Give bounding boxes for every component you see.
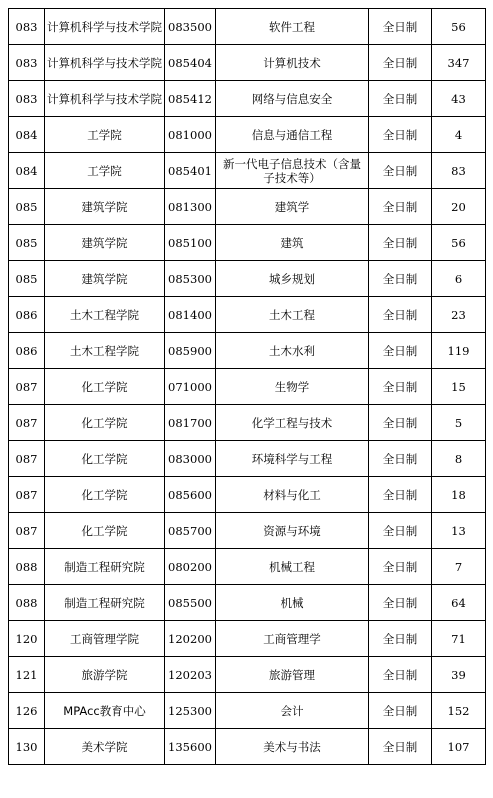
major-name-cell: 计算机技术	[216, 45, 369, 81]
school-code-cell: 086	[9, 333, 45, 369]
major-code-cell: 085500	[165, 585, 216, 621]
table-row	[9, 153, 486, 189]
enrollment-count-cell: 56	[432, 9, 486, 45]
enrollment-count-cell: 6	[432, 261, 486, 297]
study-mode-cell: 全日制	[369, 225, 432, 261]
major-name-cell: 土木工程	[216, 297, 369, 333]
study-mode-cell: 全日制	[369, 189, 432, 225]
school-name-cell: 建筑学院	[45, 225, 165, 261]
major-code-cell: 081700	[165, 405, 216, 441]
school-name-cell: 化工学院	[45, 405, 165, 441]
school-code-cell: 088	[9, 585, 45, 621]
table-row	[9, 441, 486, 477]
table-row	[9, 297, 486, 333]
table-row	[9, 189, 486, 225]
school-code-cell: 126	[9, 693, 45, 729]
school-code-cell: 083	[9, 81, 45, 117]
table-row	[9, 621, 486, 657]
study-mode-cell: 全日制	[369, 549, 432, 585]
major-code-cell: 085300	[165, 261, 216, 297]
enrollment-count-cell: 64	[432, 585, 486, 621]
major-name-cell: 资源与环境	[216, 513, 369, 549]
school-code-cell: 084	[9, 153, 45, 189]
major-code-cell: 085600	[165, 477, 216, 513]
study-mode-cell: 全日制	[369, 369, 432, 405]
enrollment-count-cell: 39	[432, 657, 486, 693]
study-mode-cell: 全日制	[369, 585, 432, 621]
table-row	[9, 117, 486, 153]
school-code-cell: 085	[9, 261, 45, 297]
school-name-cell: 工学院	[45, 153, 165, 189]
school-code-cell: 087	[9, 477, 45, 513]
enrollment-count-cell: 20	[432, 189, 486, 225]
major-code-cell: 071000	[165, 369, 216, 405]
table-row	[9, 729, 486, 765]
enrollment-count-cell: 107	[432, 729, 486, 765]
major-name-cell: 会计	[216, 693, 369, 729]
table-row	[9, 477, 486, 513]
school-name-cell: 计算机科学与技术学院	[45, 81, 165, 117]
school-code-cell: 085	[9, 225, 45, 261]
major-code-cell: 085401	[165, 153, 216, 189]
major-code-cell: 085900	[165, 333, 216, 369]
study-mode-cell: 全日制	[369, 45, 432, 81]
enrollment-count-cell: 5	[432, 405, 486, 441]
major-code-cell: 085404	[165, 45, 216, 81]
school-name-cell: 工商管理学院	[45, 621, 165, 657]
study-mode-cell: 全日制	[369, 405, 432, 441]
major-code-cell: 135600	[165, 729, 216, 765]
table-row	[9, 45, 486, 81]
major-code-cell: 081300	[165, 189, 216, 225]
major-code-cell: 120200	[165, 621, 216, 657]
major-code-cell: 083500	[165, 9, 216, 45]
major-code-cell: 085412	[165, 81, 216, 117]
enrollment-count-cell: 83	[432, 153, 486, 189]
admissions-table	[8, 8, 486, 765]
school-code-cell: 086	[9, 297, 45, 333]
major-name-cell: 城乡规划	[216, 261, 369, 297]
school-name-cell: 制造工程研究院	[45, 549, 165, 585]
major-name-cell: 化学工程与技术	[216, 405, 369, 441]
major-name-cell: 机械	[216, 585, 369, 621]
enrollment-count-cell: 71	[432, 621, 486, 657]
school-name-cell: 化工学院	[45, 369, 165, 405]
major-name-cell: 新一代电子信息技术（含量子技术等）	[216, 153, 369, 189]
study-mode-cell: 全日制	[369, 117, 432, 153]
school-name-cell: 美术学院	[45, 729, 165, 765]
study-mode-cell: 全日制	[369, 9, 432, 45]
school-code-cell: 085	[9, 189, 45, 225]
study-mode-cell: 全日制	[369, 297, 432, 333]
school-name-cell: 制造工程研究院	[45, 585, 165, 621]
study-mode-cell: 全日制	[369, 441, 432, 477]
enrollment-count-cell: 347	[432, 45, 486, 81]
enrollment-count-cell: 4	[432, 117, 486, 153]
school-name-cell: 计算机科学与技术学院	[45, 45, 165, 81]
school-code-cell: 087	[9, 369, 45, 405]
enrollment-count-cell: 7	[432, 549, 486, 585]
school-name-cell: 建筑学院	[45, 261, 165, 297]
table-row	[9, 333, 486, 369]
table-row	[9, 657, 486, 693]
table-row	[9, 585, 486, 621]
major-name-cell: 工商管理学	[216, 621, 369, 657]
major-code-cell: 085700	[165, 513, 216, 549]
enrollment-count-cell: 13	[432, 513, 486, 549]
enrollment-count-cell: 8	[432, 441, 486, 477]
major-code-cell: 083000	[165, 441, 216, 477]
enrollment-count-cell: 43	[432, 81, 486, 117]
enrollment-count-cell: 152	[432, 693, 486, 729]
enrollment-count-cell: 23	[432, 297, 486, 333]
enrollment-count-cell: 56	[432, 225, 486, 261]
table-row	[9, 9, 486, 45]
school-code-cell: 087	[9, 441, 45, 477]
school-name-cell: 工学院	[45, 117, 165, 153]
table-row	[9, 225, 486, 261]
school-code-cell: 120	[9, 621, 45, 657]
major-name-cell: 信息与通信工程	[216, 117, 369, 153]
major-name-cell: 建筑学	[216, 189, 369, 225]
major-name-cell: 材料与化工	[216, 477, 369, 513]
table-row	[9, 81, 486, 117]
major-name-cell: 网络与信息安全	[216, 81, 369, 117]
study-mode-cell: 全日制	[369, 153, 432, 189]
major-code-cell: 081000	[165, 117, 216, 153]
study-mode-cell: 全日制	[369, 513, 432, 549]
table-row	[9, 405, 486, 441]
major-name-cell: 土木水利	[216, 333, 369, 369]
major-name-cell: 美术与书法	[216, 729, 369, 765]
school-code-cell: 088	[9, 549, 45, 585]
major-code-cell: 081400	[165, 297, 216, 333]
major-code-cell: 125300	[165, 693, 216, 729]
school-name-cell: 土木工程学院	[45, 297, 165, 333]
school-name-cell: 建筑学院	[45, 189, 165, 225]
table-row	[9, 513, 486, 549]
table-row	[9, 693, 486, 729]
table-row	[9, 369, 486, 405]
study-mode-cell: 全日制	[369, 261, 432, 297]
school-code-cell: 084	[9, 117, 45, 153]
school-code-cell: 087	[9, 513, 45, 549]
school-name-cell: 化工学院	[45, 513, 165, 549]
school-code-cell: 130	[9, 729, 45, 765]
major-name-cell: 软件工程	[216, 9, 369, 45]
enrollment-count-cell: 119	[432, 333, 486, 369]
enrollment-count-cell: 15	[432, 369, 486, 405]
school-name-cell: 旅游学院	[45, 657, 165, 693]
study-mode-cell: 全日制	[369, 81, 432, 117]
study-mode-cell: 全日制	[369, 621, 432, 657]
school-code-cell: 121	[9, 657, 45, 693]
school-code-cell: 083	[9, 9, 45, 45]
major-name-cell: 建筑	[216, 225, 369, 261]
major-name-cell: 旅游管理	[216, 657, 369, 693]
study-mode-cell: 全日制	[369, 729, 432, 765]
study-mode-cell: 全日制	[369, 693, 432, 729]
study-mode-cell: 全日制	[369, 333, 432, 369]
major-name-cell: 环境科学与工程	[216, 441, 369, 477]
major-code-cell: 085100	[165, 225, 216, 261]
study-mode-cell: 全日制	[369, 657, 432, 693]
enrollment-count-cell: 18	[432, 477, 486, 513]
major-name-cell: 机械工程	[216, 549, 369, 585]
school-name-cell: 化工学院	[45, 477, 165, 513]
table-row	[9, 549, 486, 585]
school-name-cell: MPAcc教育中心	[45, 693, 165, 729]
major-code-cell: 120203	[165, 657, 216, 693]
school-name-cell: 计算机科学与技术学院	[45, 9, 165, 45]
school-code-cell: 083	[9, 45, 45, 81]
school-name-cell: 土木工程学院	[45, 333, 165, 369]
study-mode-cell: 全日制	[369, 477, 432, 513]
major-code-cell: 080200	[165, 549, 216, 585]
school-name-cell: 化工学院	[45, 441, 165, 477]
admissions-table-body	[9, 9, 486, 765]
major-name-cell: 生物学	[216, 369, 369, 405]
school-code-cell: 087	[9, 405, 45, 441]
table-row	[9, 261, 486, 297]
